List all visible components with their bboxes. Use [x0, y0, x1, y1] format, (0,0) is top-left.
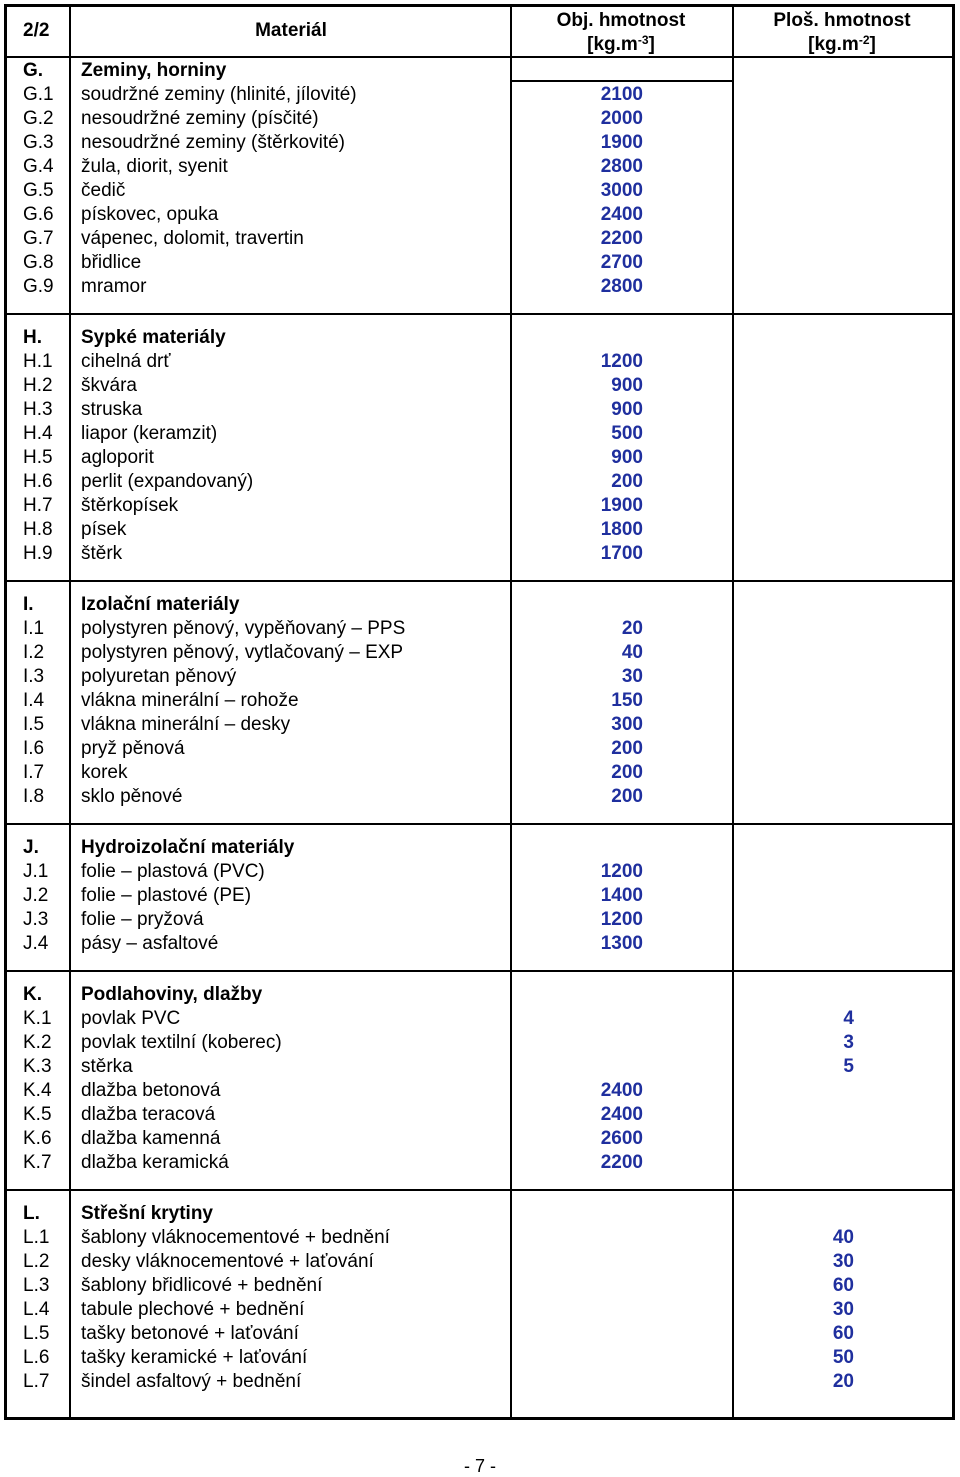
- row-material-name: folie – plastové (PE): [81, 885, 252, 906]
- row-obj-hmotnost: 1700: [600, 543, 643, 564]
- row-code: K.7: [23, 1152, 52, 1173]
- row-code: H.1: [23, 351, 53, 372]
- row-code: H.9: [23, 543, 53, 564]
- row-material-name: Zeminy, horniny: [81, 60, 227, 81]
- row-code: H.8: [23, 519, 53, 540]
- row-code: I.2: [23, 642, 45, 663]
- row-code: I.3: [23, 666, 45, 687]
- row-material-name: dlažba betonová: [81, 1080, 221, 1101]
- row-material-name: nesoudržné zeminy (štěrkovité): [81, 132, 345, 153]
- row-code: K.4: [23, 1080, 52, 1101]
- row-code: L.3: [23, 1275, 50, 1296]
- row-material-name: desky vláknocementové + laťování: [81, 1251, 374, 1272]
- row-material-name: polystyren pěnový, vytlačovaný – EXP: [81, 642, 404, 663]
- row-plos-hmotnost: 30: [832, 1299, 854, 1320]
- row-material-name: stěrka: [81, 1056, 133, 1077]
- row-material-name: Hydroizolační materiály: [81, 837, 295, 858]
- row-material-name: povlak PVC: [81, 1008, 181, 1029]
- row-material-name: agloporit: [81, 447, 154, 468]
- row-material-name: dlažba kamenná: [81, 1128, 221, 1149]
- row-divider: [510, 80, 732, 82]
- row-obj-hmotnost: 150: [611, 690, 643, 711]
- row-obj-hmotnost: 2400: [600, 1104, 643, 1125]
- row-code: G.1: [23, 84, 54, 105]
- row-material-name: pískovec, opuka: [81, 204, 219, 225]
- row-obj-hmotnost: 2700: [600, 252, 643, 273]
- row-material-name: soudržné zeminy (hlinité, jílovité): [81, 84, 357, 105]
- row-material-name: liapor (keramzit): [81, 423, 218, 444]
- row-material-name: folie – pryžová: [81, 909, 204, 930]
- section-divider: [7, 823, 952, 825]
- row-code: G.9: [23, 276, 54, 297]
- row-code: G.4: [23, 156, 54, 177]
- row-material-name: Podlahoviny, dlažby: [81, 984, 263, 1005]
- row-code: K.6: [23, 1128, 52, 1149]
- row-obj-hmotnost: 30: [621, 666, 643, 687]
- row-obj-hmotnost: 2200: [600, 1152, 643, 1173]
- row-obj-hmotnost: 1200: [600, 909, 643, 930]
- row-code: L.: [23, 1203, 40, 1224]
- obj-hmotnost-column-header: Obj. hmotnost $[kg.m^{-3}]$: [556, 10, 686, 55]
- row-obj-hmotnost: 1900: [600, 495, 643, 516]
- row-code: L.2: [23, 1251, 50, 1272]
- row-material-name: Sypké materiály: [81, 327, 226, 348]
- row-material-name: dlažba teracová: [81, 1104, 216, 1125]
- section-divider: [7, 313, 952, 315]
- row-material-name: břidlice: [81, 252, 142, 273]
- row-code: J.3: [23, 909, 49, 930]
- row-material-name: tašky betonové + laťování: [81, 1323, 299, 1344]
- row-code: I.6: [23, 738, 45, 759]
- row-obj-hmotnost: 1200: [600, 861, 643, 882]
- row-code: I.5: [23, 714, 45, 735]
- column-divider: [732, 7, 734, 1417]
- plos-hmotnost-column-header: Ploš. hmotnost $[kg.m^{-2}]$: [773, 10, 911, 55]
- row-obj-hmotnost: 900: [611, 447, 643, 468]
- row-obj-hmotnost: 200: [611, 471, 643, 492]
- row-code: I.: [23, 594, 34, 615]
- row-code: K.: [23, 984, 42, 1005]
- row-obj-hmotnost: 300: [611, 714, 643, 735]
- section-divider: [7, 970, 952, 972]
- row-obj-hmotnost: 3000: [600, 180, 643, 201]
- row-material-name: polystyren pěnový, vypěňovaný – PPS: [81, 618, 406, 639]
- row-code: J.2: [23, 885, 49, 906]
- row-code: I.8: [23, 786, 45, 807]
- row-plos-hmotnost: 20: [832, 1371, 854, 1392]
- row-material-name: Izolační materiály: [81, 594, 240, 615]
- row-obj-hmotnost: 900: [611, 399, 643, 420]
- row-obj-hmotnost: 2200: [600, 228, 643, 249]
- row-material-name: mramor: [81, 276, 147, 297]
- row-code: I.1: [23, 618, 45, 639]
- row-code: H.6: [23, 471, 53, 492]
- row-material-name: Střešní krytiny: [81, 1203, 213, 1224]
- row-plos-hmotnost: 60: [832, 1323, 854, 1344]
- row-material-name: cihelná drť: [81, 351, 171, 372]
- row-code: H.7: [23, 495, 53, 516]
- row-material-name: dlažba keramická: [81, 1152, 229, 1173]
- row-code: K.2: [23, 1032, 52, 1053]
- row-material-name: šablony vláknocementové + bednění: [81, 1227, 390, 1248]
- row-code: G.8: [23, 252, 54, 273]
- row-code: G.6: [23, 204, 54, 225]
- row-obj-hmotnost: 200: [611, 786, 643, 807]
- row-plos-hmotnost: 60: [832, 1275, 854, 1296]
- row-plos-hmotnost: 40: [832, 1227, 854, 1248]
- row-material-name: štěrkopísek: [81, 495, 179, 516]
- row-code: K.1: [23, 1008, 52, 1029]
- row-material-name: tašky keramické + laťování: [81, 1347, 308, 1368]
- row-material-name: šablony břidlicové + bednění: [81, 1275, 323, 1296]
- row-code: H.5: [23, 447, 53, 468]
- row-material-name: šindel asfaltový + bednění: [81, 1371, 302, 1392]
- row-obj-hmotnost: 2400: [600, 1080, 643, 1101]
- row-material-name: vlákna minerální – rohože: [81, 690, 299, 711]
- row-code: H.4: [23, 423, 53, 444]
- row-material-name: folie – plastová (PVC): [81, 861, 265, 882]
- row-material-name: struska: [81, 399, 143, 420]
- row-code: L.5: [23, 1323, 50, 1344]
- row-code: L.4: [23, 1299, 50, 1320]
- row-code: G.: [23, 60, 44, 81]
- row-obj-hmotnost: 1400: [600, 885, 643, 906]
- row-obj-hmotnost: 2600: [600, 1128, 643, 1149]
- row-material-name: tabule plechové + bednění: [81, 1299, 305, 1320]
- row-plos-hmotnost: 30: [832, 1251, 854, 1272]
- row-material-name: povlak textilní (koberec): [81, 1032, 282, 1053]
- material-column-header: Materiál: [255, 20, 327, 41]
- row-code: G.2: [23, 108, 54, 129]
- row-obj-hmotnost: 1800: [600, 519, 643, 540]
- row-obj-hmotnost: 40: [621, 642, 643, 663]
- row-obj-hmotnost: 2800: [600, 276, 643, 297]
- page-label: 2/2: [23, 20, 50, 41]
- row-material-name: písek: [81, 519, 127, 540]
- row-material-name: čedič: [81, 180, 126, 201]
- row-material-name: polyuretan pěnový: [81, 666, 237, 687]
- row-code: H.: [23, 327, 42, 348]
- row-plos-hmotnost: 4: [843, 1008, 854, 1029]
- row-code: G.3: [23, 132, 54, 153]
- row-obj-hmotnost: 2400: [600, 204, 643, 225]
- row-material-name: vápenec, dolomit, travertin: [81, 228, 304, 249]
- row-material-name: vlákna minerální – desky: [81, 714, 291, 735]
- row-material-name: sklo pěnové: [81, 786, 183, 807]
- row-obj-hmotnost: 2100: [600, 84, 643, 105]
- row-code: L.1: [23, 1227, 50, 1248]
- row-obj-hmotnost: 900: [611, 375, 643, 396]
- row-code: K.5: [23, 1104, 52, 1125]
- row-obj-hmotnost: 2800: [600, 156, 643, 177]
- page-number: - 7 -: [463, 1456, 496, 1476]
- row-plos-hmotnost: 50: [832, 1347, 854, 1368]
- row-plos-hmotnost: 3: [843, 1032, 854, 1053]
- row-code: J.4: [23, 933, 49, 954]
- row-code: J.1: [23, 861, 49, 882]
- row-material-name: škvára: [81, 375, 137, 396]
- row-plos-hmotnost: 5: [843, 1056, 854, 1077]
- row-code: K.3: [23, 1056, 52, 1077]
- row-material-name: pásy – asfaltové: [81, 933, 219, 954]
- row-obj-hmotnost: 200: [611, 738, 643, 759]
- row-obj-hmotnost: 20: [621, 618, 643, 639]
- row-code: J.: [23, 837, 39, 858]
- row-obj-hmotnost: 2000: [600, 108, 643, 129]
- row-code: I.4: [23, 690, 45, 711]
- row-material-name: žula, diorit, syenit: [81, 156, 228, 177]
- row-obj-hmotnost: 200: [611, 762, 643, 783]
- materials-table: [4, 4, 955, 1420]
- row-obj-hmotnost: 1200: [600, 351, 643, 372]
- row-code: L.7: [23, 1371, 50, 1392]
- row-code: G.7: [23, 228, 54, 249]
- row-obj-hmotnost: 1900: [600, 132, 643, 153]
- row-material-name: perlit (expandovaný): [81, 471, 254, 492]
- row-obj-hmotnost: 1300: [600, 933, 643, 954]
- row-material-name: štěrk: [81, 543, 123, 564]
- section-divider: [7, 1189, 952, 1191]
- row-code: H.3: [23, 399, 53, 420]
- row-code: L.6: [23, 1347, 50, 1368]
- row-code: H.2: [23, 375, 53, 396]
- row-obj-hmotnost: 500: [611, 423, 643, 444]
- row-material-name: korek: [81, 762, 128, 783]
- row-material-name: nesoudržné zeminy (písčité): [81, 108, 319, 129]
- row-code: I.7: [23, 762, 45, 783]
- row-material-name: pryž pěnová: [81, 738, 185, 759]
- row-code: G.5: [23, 180, 54, 201]
- section-divider: [7, 580, 952, 582]
